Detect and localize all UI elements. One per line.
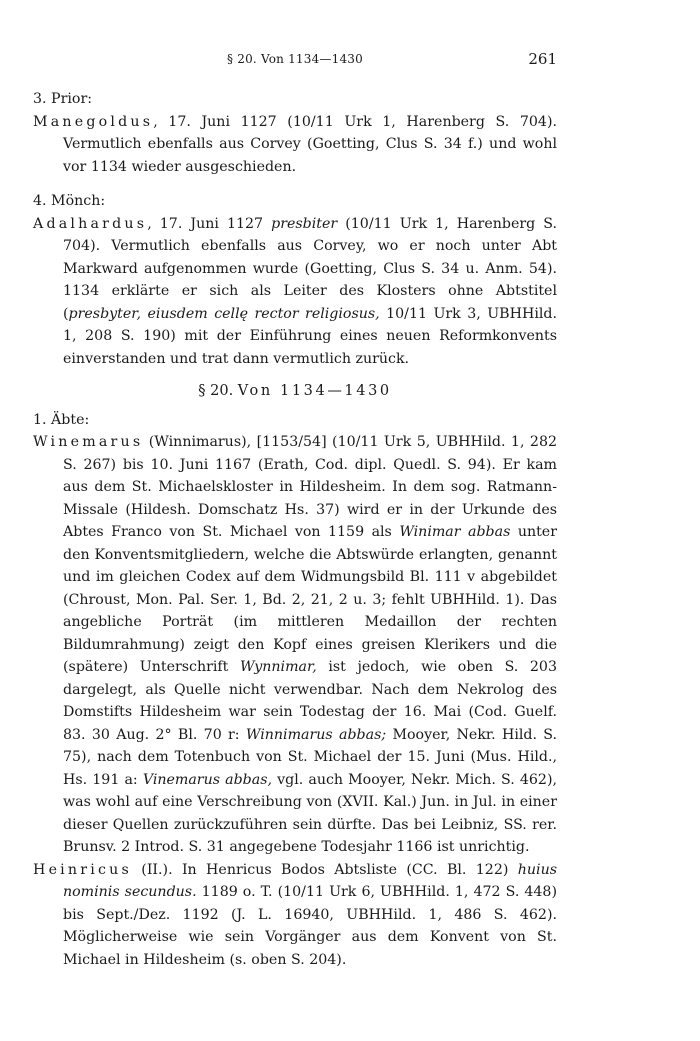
body-text: [33, 88, 557, 971]
entry-name: Winemarus: [33, 434, 144, 450]
entry-adalhardus: [33, 213, 557, 371]
prior-section-label: 3. Prior:: [33, 91, 93, 107]
entry-name: Manegoldus: [33, 113, 154, 130]
entry-winemarus: [33, 431, 557, 859]
entry-text: unter den Konventsmitgliedern, welche die Abtswürde erlangten, genannt und im gleichen Codex auf dem Widmungsbild Bl. 111 v abgebildet (Chroust, Mon. Pal. Ser. 1, Bd. 2, 21, 2 u. 3; fehlt UBHHild. 1). Das angebliche Porträt (im mittleren Medaillon der rechten Bildumrahmung) zeigt den Kopf eines greisen Klerikers und die (spätere) Unterschrift: [63, 524, 557, 675]
entry-text: 10/11 Urk 3, UBHHild. 1, 208 S. 190) mit der Einführung eines neuen Reformkonvents einverstanden und trat dann vermutlich zurück.: [63, 305, 558, 367]
abbots-section-label: 1. Äbte:: [33, 411, 90, 428]
entry-text: (II.). In Henricus Bodos Abtsliste (CC. Bl. 122): [131, 861, 518, 878]
entry-italic-text: huius nominis secundus.: [63, 861, 557, 900]
entry-text: vgl. auch Mooyer, Nekr. Mich. S. 462), was wohl auf eine Verschreibung von (XVII. Kal.) Jun. in Jul. in einer dieser Quellen zurückzuführen sein dürfte. Das bei Leibniz, SS. rer. Brunsv. 2 Introd. S. 31 angegebene Todesjahr 1166 ist unrichtig.: [63, 771, 558, 855]
section-title: Von 1134—1430: [237, 383, 392, 399]
entry-italic-text: Vinemarus abbas,: [142, 771, 272, 788]
running-title: § 20. Von 1134—1430: [227, 52, 363, 66]
page-number: 261: [528, 50, 557, 68]
entry-heinricus: [33, 859, 557, 972]
entry-text: , 17. Juni 1127: [147, 215, 272, 232]
running-header: [33, 50, 557, 70]
section-symbol: § 20.: [198, 383, 234, 399]
entry-manegoldus: [33, 111, 557, 179]
entry-italic-text: Winnimarus abbas;: [245, 726, 387, 743]
entry-text: 1189 o. T. (10/11 Urk 6, UBHHild. 1, 472 S. 448) bis Sept./Dez. 1192 (J. L. 16940, UBHHild. 1, 486 S. 462). Möglicherweise wie sein Vorgänger aus dem Konvent von St. Michael in Hildesheim (s. oben S. 204).: [63, 884, 557, 968]
entry-text: Mooyer, Nekr. Hild. S. 75), nach dem Totenbuch von St. Michael der 15. Juni (Mus. Hild., Hs. 191 a:: [63, 726, 558, 788]
entry-italic-text: Winimar abbas: [399, 524, 511, 540]
entry-italic-text: presbyter, eiusdem cellę rector religiosus,: [68, 305, 380, 322]
section-heading: [33, 380, 557, 403]
entry-name: Adalhardus: [33, 215, 148, 232]
monk-section-label: 4. Mönch:: [33, 193, 106, 209]
entry-text: (Winnimarus), [1153/54] (10/11 Urk 5, UBHHild. 1, 282 S. 267) bis 10. Juni 1167 (Erath, Cod. dipl. Quedl. S. 94). Er kam aus dem St. Michaelskloster in Hildesheim. In dem sog. Ratmann-Missale (Hildesh. Domschatz Hs. 37) wird er in der Urkunde des Abtes Franco von St. Michael von 1159 als: [63, 434, 557, 540]
entry-italic-text: presbiter: [271, 215, 338, 232]
entry-text: ist jedoch, wie oben S. 203 dargelegt, als Quelle nicht verwendbar. Nach dem Nekrolog des Domstifts Hildesheim war sein Todestag der 16. Mai (Cod. Guelf. 83. 30 Aug. 2° Bl. 70 r:: [63, 659, 557, 743]
entry-italic-text: Wynnimar,: [240, 659, 317, 675]
entry-name: Heinricus: [33, 861, 132, 878]
entry-text: , 17. Juni 1127 (10/11 Urk 1, Harenberg S. 704). Vermutlich ebenfalls aus Corvey (Goetting, Clus S. 34 f.) und wohl vor 1134 wieder ausgeschieden.: [63, 113, 557, 175]
entry-text: (10/11 Urk 1, Harenberg S. 704). Vermutlich ebenfalls aus Corvey, wo er noch unter Abt Markward aufgenommen wurde (Goetting, Clus S. 34 u. Anm. 54). 1134 erklärte er sich als Leiter des Klosters ohne Abtstitel (: [63, 215, 558, 322]
